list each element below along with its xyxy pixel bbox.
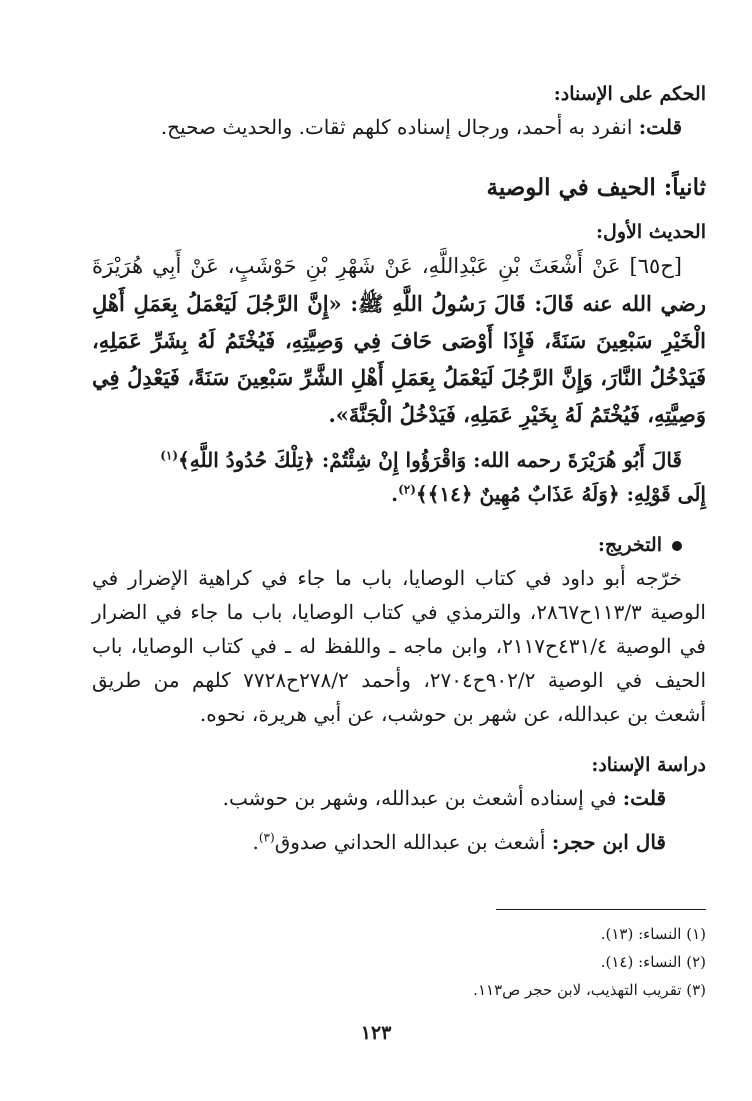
abu-hurayra-text: قَالَ أَبُو هُرَيْرَةَ رحمه الله: وَاقْرَؤُوا إِنْ شِئْتُمْ: ﴿تِلْكَ حُدُودُ اللَّهِ﴾ xyxy=(178,448,682,472)
abu-hurayra-quote-line2 xyxy=(92,477,706,511)
footnote-marker: (١) xyxy=(160,448,179,463)
footnote-item: (٣) تقريب التهذيب، لابن حجر ص١١٣. xyxy=(473,981,706,999)
takhrij-line: الوصية ١١٣/٣ح٢٨٦٧، والترمذي في كتاب الوصايا، باب ما جاء في الضرار xyxy=(92,600,706,624)
section-title: ثانياً: الحيف في الوصية xyxy=(486,174,706,201)
ibn-hajar-text: أشعث بن عبدالله الحداني صدوق xyxy=(274,830,546,854)
isnad-ruling-statement xyxy=(92,110,706,144)
ibn-hajar-label: قال ابن حجر: xyxy=(551,830,666,854)
hadith-line: رضي الله عنه قَالَ: قَالَ رَسُولُ اللَّهِ ﷺ: «إِنَّ الرَّجُلَ لَيَعْمَلُ بِعَمَلِ أَهْلِ xyxy=(92,291,706,316)
qultu-label: قلت: xyxy=(622,786,666,810)
first-hadith-heading: الحديث الأول: xyxy=(596,221,706,243)
sentence-period: . xyxy=(252,830,259,854)
sentence-period: . xyxy=(391,482,399,506)
footnote-item: (١) النساء: (١٣). xyxy=(600,925,706,943)
isnad-study-qultu xyxy=(92,781,706,815)
footnote-item: (٢) النساء: (١٤). xyxy=(600,953,706,971)
page-number: ١٢٣ xyxy=(360,1022,392,1044)
isnad-ruling-heading: الحكم على الإسناد: xyxy=(553,83,706,105)
takhrij-line: في الوصية ٤٣١/٤ح٢١١٧، وابن ماجه ـ واللفظ له ـ في كتاب الوصايا، باب xyxy=(92,634,706,658)
footnote-marker: (٢) xyxy=(398,482,416,497)
takhrij-heading: التخريج: xyxy=(92,529,706,561)
abu-hurayra-quote-line1 xyxy=(92,443,706,477)
qultu-label: قلت: xyxy=(638,115,682,139)
takhrij-line: أشعث بن عبدالله، عن شهر بن حوشب، عن أبي هريرة، نحوه. xyxy=(199,702,706,726)
hadith-line: فَيَدْخُلُ النَّارَ، وَإِنَّ الرَّجُلَ لَيَعْمَلُ بِعَمَلِ أَهْلِ الشَّرِّ سَبْعِينَ سَنَةً، فَيَعْدِلُ فِي xyxy=(92,365,706,390)
qultu-text: في إسناده أشعث بن عبدالله، وشهر بن حوشب. xyxy=(222,786,617,810)
footnote-divider xyxy=(496,909,706,910)
ibn-hajar-statement xyxy=(92,825,706,859)
takhrij-line: الحيف في الوصية ٩٠٢/٢ح٢٧٠٤، وأحمد ٢٧٨/٢ح٧٧٢٨ كلهم من طريق xyxy=(92,668,706,692)
hadith-line: [ح٦٥] عَنْ أَشْعَثَ بْنِ عَبْدِاللَّهِ، عَنْ شَهْرِ بْنِ حَوْشَبٍ، عَنْ أَبِي هُرَيْرَةَ xyxy=(92,254,682,278)
footnotes xyxy=(92,920,706,1004)
footnote-marker: (٣) xyxy=(258,830,275,845)
hadith-line: وَصِيَّتِهِ، فَيُخْتَمُ لَهُ بِخَيْرِ عَمَلِهِ، فَيَدْخُلُ الْجَنَّةَ». xyxy=(328,402,706,427)
qultu-text: انفرد به أحمد، ورجال إسناده كلهم ثقات. والحديث صحيح. xyxy=(160,115,633,139)
bullet-icon xyxy=(672,541,682,551)
takhrij-line: خرّجه أبو داود في كتاب الوصايا، باب ما جاء في كراهية الإضرار في xyxy=(92,566,682,590)
page-body xyxy=(92,78,706,859)
hadith-line: الْخَيْرِ سَبْعِينَ سَنَةً، فَإِذَا أَوْصَى حَافَ فِي وَصِيَّتِهِ، فَيُخْتَمُ لَهُ بِشَرِّ عَمَلِهِ، xyxy=(92,328,706,353)
isnad-study-heading: دراسة الإسناد: xyxy=(591,754,706,776)
abu-hurayra-text: إِلَى قَوْلِهِ: ﴿وَلَهُ عَذَابٌ مُهِينٌ ﴿١٤﴾﴾ xyxy=(415,482,706,506)
hadith-text xyxy=(92,248,706,433)
